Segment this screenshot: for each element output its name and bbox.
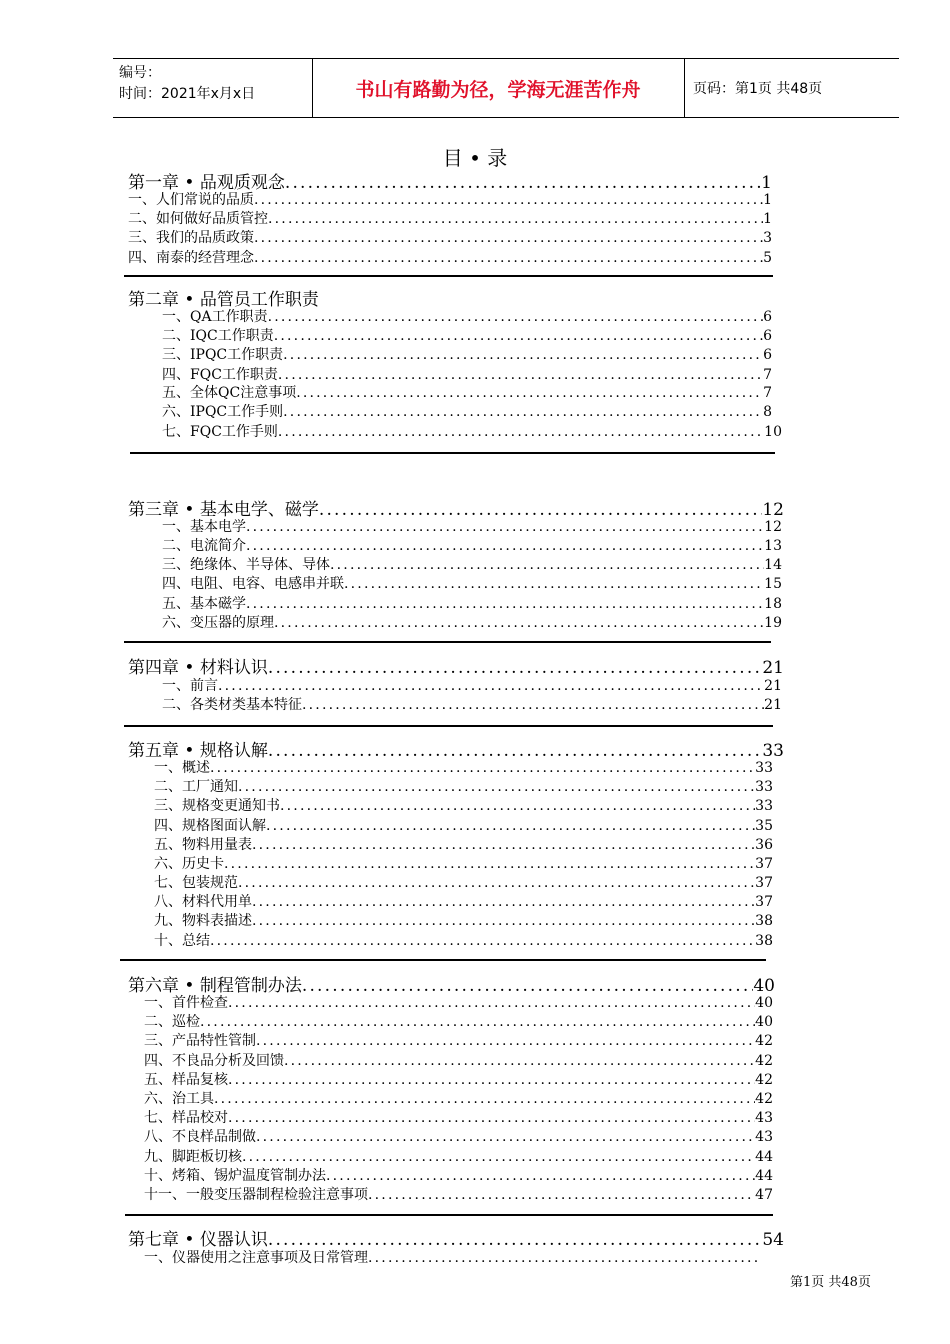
toc-item-entry	[162, 364, 772, 384]
toc-page-number: 14	[764, 557, 782, 573]
toc-item-entry	[162, 694, 782, 714]
toc-page-number: 7	[763, 385, 772, 401]
toc-entry-title: 六、治工具	[144, 1091, 214, 1107]
toc-entry-title: 十、总结	[154, 933, 210, 949]
toc-page-number: 33	[755, 798, 773, 814]
toc-page-number: 43	[755, 1110, 773, 1126]
toc-item-entry	[162, 382, 772, 402]
dot-leader	[218, 678, 764, 694]
dot-leader	[256, 1033, 755, 1049]
time-label: 时间：2021年x月x日	[119, 86, 256, 102]
toc-item-entry	[144, 1165, 773, 1185]
section-divider	[124, 725, 773, 727]
toc-page-number: 33	[755, 779, 773, 795]
dot-leader	[254, 250, 763, 266]
toc-entry-title: 二、IQC工作职责	[162, 328, 274, 344]
toc-page-number: 42	[755, 1033, 773, 1049]
dot-leader	[228, 1110, 755, 1126]
toc-entry-title: 一、QA工作职责	[162, 309, 268, 325]
toc-item-entry	[144, 1247, 760, 1267]
toc-entry-title: 三、规格变更通知书	[154, 798, 280, 814]
toc-entry-title: 二、工厂通知	[154, 779, 238, 795]
toc-item-entry	[162, 344, 772, 364]
dot-leader	[246, 519, 764, 535]
dot-leader	[330, 557, 764, 573]
toc-page-number: 42	[755, 1072, 773, 1088]
toc-entry-title: 四、不良品分析及回馈	[144, 1053, 284, 1069]
toc-entry-title: 第五章 • 规格认解	[128, 741, 268, 761]
dot-leader	[268, 211, 763, 227]
toc-entry-title: 一、人们常说的品质	[128, 192, 254, 208]
toc-page-number: 21	[764, 678, 782, 694]
toc-page-number: 38	[755, 933, 773, 949]
toc-item-entry	[144, 1030, 773, 1050]
toc-entry-title: 六、IPQC工作手则	[162, 404, 284, 420]
dot-leader	[254, 192, 763, 208]
toc-page-number: 37	[755, 856, 773, 872]
section-divider	[124, 275, 773, 277]
toc-page-number: 1	[761, 173, 772, 193]
toc-entry-title: 二、电流简介	[162, 538, 246, 554]
toc-page-number: 10	[764, 424, 782, 440]
section-divider	[125, 1214, 773, 1216]
document-header	[113, 58, 899, 118]
toc-item-entry	[144, 1126, 773, 1146]
toc-item-entry	[162, 306, 772, 326]
toc-page-number: 13	[764, 538, 782, 554]
toc-item-entry	[144, 1184, 773, 1204]
toc-entry-title: 六、历史卡	[154, 856, 224, 872]
toc-page-number: 7	[763, 367, 772, 383]
toc-page-number: 40	[755, 995, 773, 1011]
toc-page-number: 33	[755, 760, 773, 776]
toc-item-entry	[162, 535, 782, 555]
toc-entry-title: 四、南泰的经营理念	[128, 250, 254, 266]
toc-item-entry	[162, 593, 782, 613]
toc-page-number: 3	[763, 230, 772, 246]
toc-item-entry	[144, 1088, 773, 1108]
toc-item-entry	[128, 227, 772, 247]
toc-entry-title: 五、基本磁学	[162, 596, 246, 612]
toc-page-number: 12	[762, 500, 784, 520]
toc-item-entry	[154, 815, 773, 835]
toc-item-entry	[154, 795, 773, 815]
toc-page-number: 18	[764, 596, 782, 612]
toc-entry-title: 三、我们的品质政策	[128, 230, 254, 246]
dot-leader	[268, 309, 763, 325]
dot-leader	[280, 798, 755, 814]
dot-leader	[368, 1250, 760, 1266]
toc-entry-title: 七、样品校对	[144, 1110, 228, 1126]
toc-page-number: 40	[753, 976, 775, 996]
toc-item-entry	[144, 992, 773, 1012]
toc-page-number: 44	[755, 1149, 773, 1165]
section-divider	[120, 959, 766, 961]
toc-page-number: 42	[755, 1053, 773, 1069]
dot-leader	[228, 995, 755, 1011]
toc-page-number: 6	[763, 328, 772, 344]
dot-leader	[296, 385, 763, 401]
toc-item-entry	[162, 573, 782, 593]
dot-leader	[200, 1014, 755, 1030]
toc-entry-title: 第一章 • 品观质观念	[128, 173, 285, 193]
toc-entry-title: 五、样品复核	[144, 1072, 228, 1088]
toc-page-number: 36	[755, 837, 773, 853]
toc-page-number: 38	[755, 913, 773, 929]
dot-leader	[238, 875, 755, 891]
toc-item-entry	[128, 247, 772, 267]
section-divider	[130, 452, 775, 454]
dot-leader	[252, 894, 755, 910]
toc-page-number: 1	[763, 211, 772, 227]
toc-page-number: 8	[763, 404, 772, 420]
toc-entry-title: 四、规格图面认解	[154, 818, 266, 834]
dot-leader	[368, 1187, 755, 1203]
toc-item-entry	[144, 1107, 773, 1127]
dot-leader	[228, 1072, 755, 1088]
toc-entry-title: 第四章 • 材料认识	[128, 658, 268, 678]
toc-title: 目 • 录	[442, 146, 508, 170]
toc-page-number: 6	[763, 347, 772, 363]
header-motto: 书山有路勤为径，学海无涯苦作舟	[355, 78, 641, 101]
toc-entry-title: 第三章 • 基本电学、磁学	[128, 500, 319, 520]
dot-leader	[326, 1168, 755, 1184]
toc-entry-title: 七、FQC工作手则	[162, 424, 278, 440]
toc-item-entry	[154, 834, 773, 854]
toc-entry-title: 二、各类材类基本特征	[162, 697, 302, 713]
toc-item-entry	[162, 675, 782, 695]
toc-entry-title: 十、烤箱、锡炉温度管制办法	[144, 1168, 326, 1184]
footer-page-number: 第1页 共48页	[790, 1275, 871, 1290]
toc-page-number: 12	[764, 519, 782, 535]
toc-item-entry	[144, 1069, 773, 1089]
toc-page-number: 43	[755, 1129, 773, 1145]
toc-entry-title: 三、绝缘体、半导体、导体	[162, 557, 330, 573]
toc-page-number: 47	[755, 1187, 773, 1203]
toc-entry-title: 第七章 • 仪器认识	[128, 1230, 268, 1250]
dot-leader	[283, 404, 763, 420]
toc-entry-title: 八、不良样品制做	[144, 1129, 256, 1145]
toc-page-number: 6	[763, 309, 772, 325]
toc-entry-title: 二、如何做好品质管控	[128, 211, 268, 227]
toc-item-entry	[154, 910, 773, 930]
toc-item-entry	[128, 189, 772, 209]
dot-leader	[284, 1053, 755, 1069]
dot-leader	[278, 367, 763, 383]
toc-entry-title: 九、脚距板切核	[144, 1149, 242, 1165]
section-divider	[124, 641, 771, 643]
toc-entry-title: 八、材料代用单	[154, 894, 252, 910]
toc-item-entry	[154, 757, 773, 777]
toc-entry-title: 第六章 • 制程管制办法	[128, 976, 302, 996]
dot-leader	[344, 576, 764, 592]
dot-leader	[252, 913, 755, 929]
toc-item-entry	[162, 516, 782, 536]
toc-item-entry	[162, 401, 772, 421]
dot-leader	[274, 615, 764, 631]
toc-page-number: 44	[755, 1168, 773, 1184]
toc-entry-title: 一、首件检查	[144, 995, 228, 1011]
dot-leader	[246, 596, 764, 612]
dot-leader	[266, 818, 755, 834]
toc-entry-title: 四、FQC工作职责	[162, 367, 278, 383]
toc-entry-title: 一、前言	[162, 678, 218, 694]
toc-entry-title: 九、物料表描述	[154, 913, 252, 929]
toc-entry-title: 第二章 • 品管员工作职责	[128, 290, 319, 310]
toc-item-entry	[144, 1011, 773, 1031]
toc-entry-title: 五、全体QC注意事项	[162, 385, 297, 401]
toc-page-number: 37	[755, 875, 773, 891]
dot-leader	[254, 230, 763, 246]
dot-leader	[256, 1129, 755, 1145]
toc-entry-title: 七、包装规范	[154, 875, 238, 891]
header-meta	[113, 59, 312, 117]
toc-item-entry	[154, 872, 773, 892]
toc-item-entry	[162, 612, 782, 632]
dot-leader	[246, 538, 764, 554]
toc-page-number: 1	[763, 192, 772, 208]
toc-item-entry	[144, 1050, 773, 1070]
toc-item-entry	[128, 208, 772, 228]
toc-page-number: 37	[755, 894, 773, 910]
toc-page-number: 5	[763, 250, 772, 266]
toc-item-entry	[162, 421, 782, 441]
dot-leader	[274, 328, 763, 344]
toc-page-number: 15	[764, 576, 782, 592]
toc-entry-title: 三、IPQC工作职责	[162, 347, 284, 363]
toc-page-number: 40	[755, 1014, 773, 1030]
dot-leader	[242, 1149, 755, 1165]
toc-page-number: 21	[764, 697, 782, 713]
toc-entry-title: 三、产品特性管制	[144, 1033, 256, 1049]
dot-leader	[210, 760, 755, 776]
dot-leader	[302, 697, 764, 713]
dot-leader	[214, 1091, 755, 1107]
toc-item-entry	[162, 325, 772, 345]
header-divider	[684, 59, 685, 117]
dot-leader	[224, 856, 755, 872]
toc-item-entry	[154, 853, 773, 873]
dot-leader	[278, 424, 764, 440]
toc-page-number: 19	[764, 615, 782, 631]
header-page-label: 页码：第1页 共48页	[693, 81, 823, 97]
toc-page-number: 21	[762, 658, 784, 678]
toc-entry-title: 五、物料用量表	[154, 837, 252, 853]
toc-item-entry	[144, 1146, 773, 1166]
toc-entry-title: 一、仪器使用之注意事项及日常管理	[144, 1250, 368, 1266]
toc-page-number: 42	[755, 1091, 773, 1107]
toc-page-number: 54	[762, 1230, 784, 1250]
toc-item-entry	[154, 776, 773, 796]
toc-entry-title: 一、概述	[154, 760, 210, 776]
toc-entry-title: 二、巡检	[144, 1014, 200, 1030]
dot-leader	[252, 837, 755, 853]
toc-item-entry	[162, 554, 782, 574]
toc-item-entry	[154, 891, 773, 911]
toc-entry-title: 六、变压器的原理	[162, 615, 274, 631]
toc-page-number: 35	[755, 818, 773, 834]
dot-leader	[283, 347, 763, 363]
serial-label: 编号：	[119, 65, 161, 81]
toc-page-number: 33	[762, 741, 784, 761]
toc-item-entry	[154, 930, 773, 950]
toc-entry-title: 一、基本电学	[162, 519, 246, 535]
toc-entry-title: 十一、一般变压器制程检验注意事项	[144, 1187, 368, 1203]
dot-leader	[210, 933, 755, 949]
dot-leader	[238, 779, 755, 795]
toc-entry-title: 四、电阻、电容、电感串并联	[162, 576, 344, 592]
